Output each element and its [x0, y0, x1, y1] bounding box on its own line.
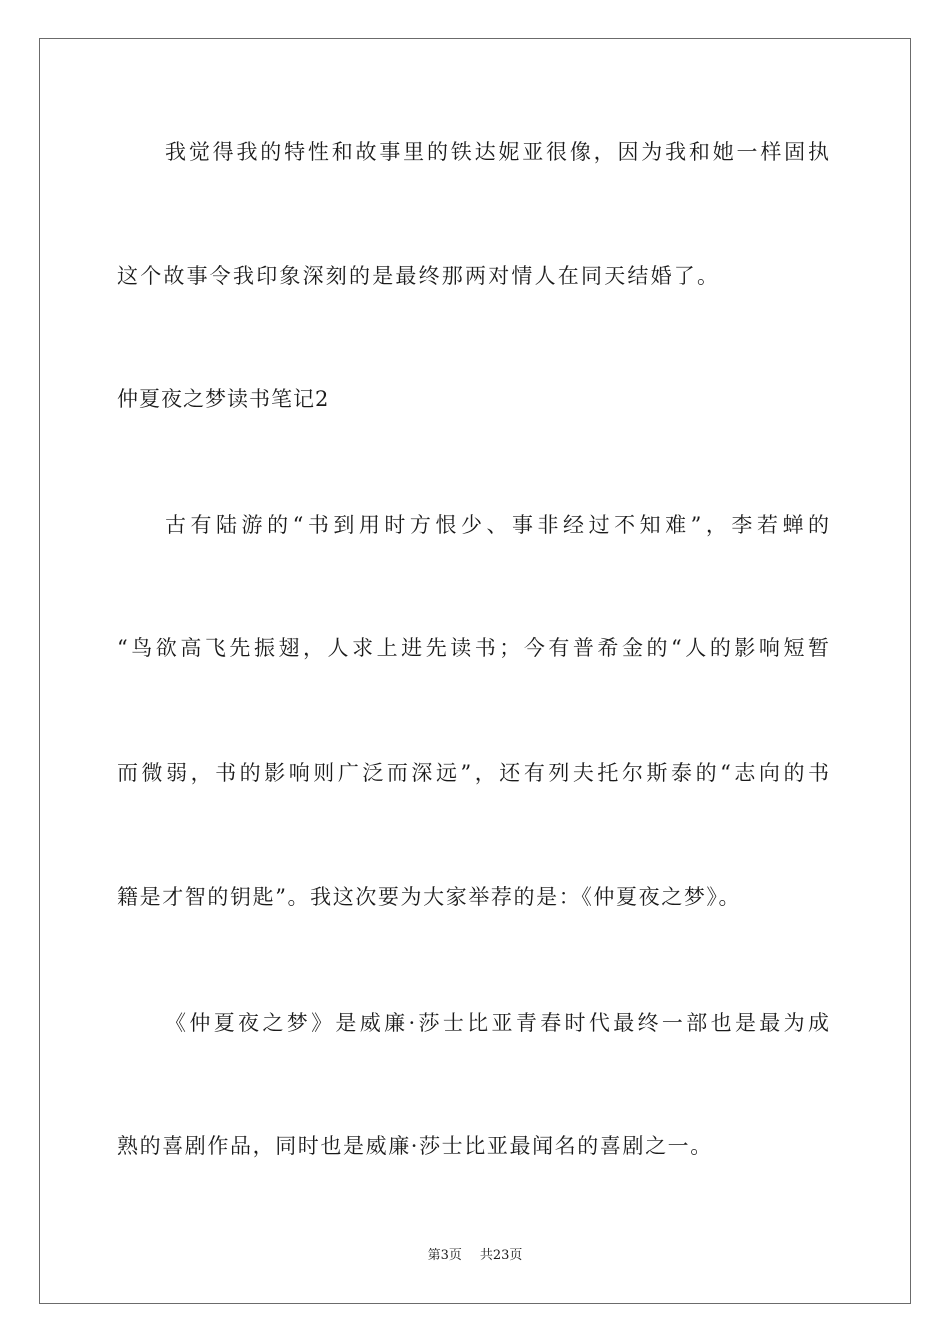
paragraph-line-4: “鸟欲高飞先振翅，人求上进先读书；今有普希金的“人的影响短暂: [117, 636, 829, 660]
page-total: 共23页: [479, 1248, 523, 1263]
paragraph-line-6: 籍是才智的钥匙”。我这次要为大家举荐的是：《仲夏夜之梦》。: [117, 885, 742, 909]
paragraph-line-7: 《仲夏夜之梦》是威廉·莎士比亚青春时代最终一部也是最为成: [165, 1011, 829, 1035]
paragraph-line-2: 这个故事令我印象深刻的是最终那两对情人在同天结婚了。: [117, 264, 721, 288]
page-footer: [0, 1247, 950, 1265]
page-frame: [39, 38, 911, 1304]
paragraph-line-8: 熟的喜剧作品，同时也是威廉·莎士比亚最闻名的喜剧之一。: [117, 1134, 713, 1158]
paragraph-line-3: 古有陆游的“书到用时方恨少、事非经过不知难”，李若蝉的: [165, 513, 829, 537]
section-heading: 仲夏夜之梦读书笔记2: [117, 387, 330, 411]
paragraph-line-5: 而微弱，书的影响则广泛而深远”，还有列夫托尔斯泰的“志向的书: [117, 761, 829, 785]
page-number: 第3页: [427, 1248, 462, 1263]
paragraph-line-1: 我觉得我的特性和故事里的铁达妮亚很像，因为我和她一样固执: [165, 140, 829, 164]
